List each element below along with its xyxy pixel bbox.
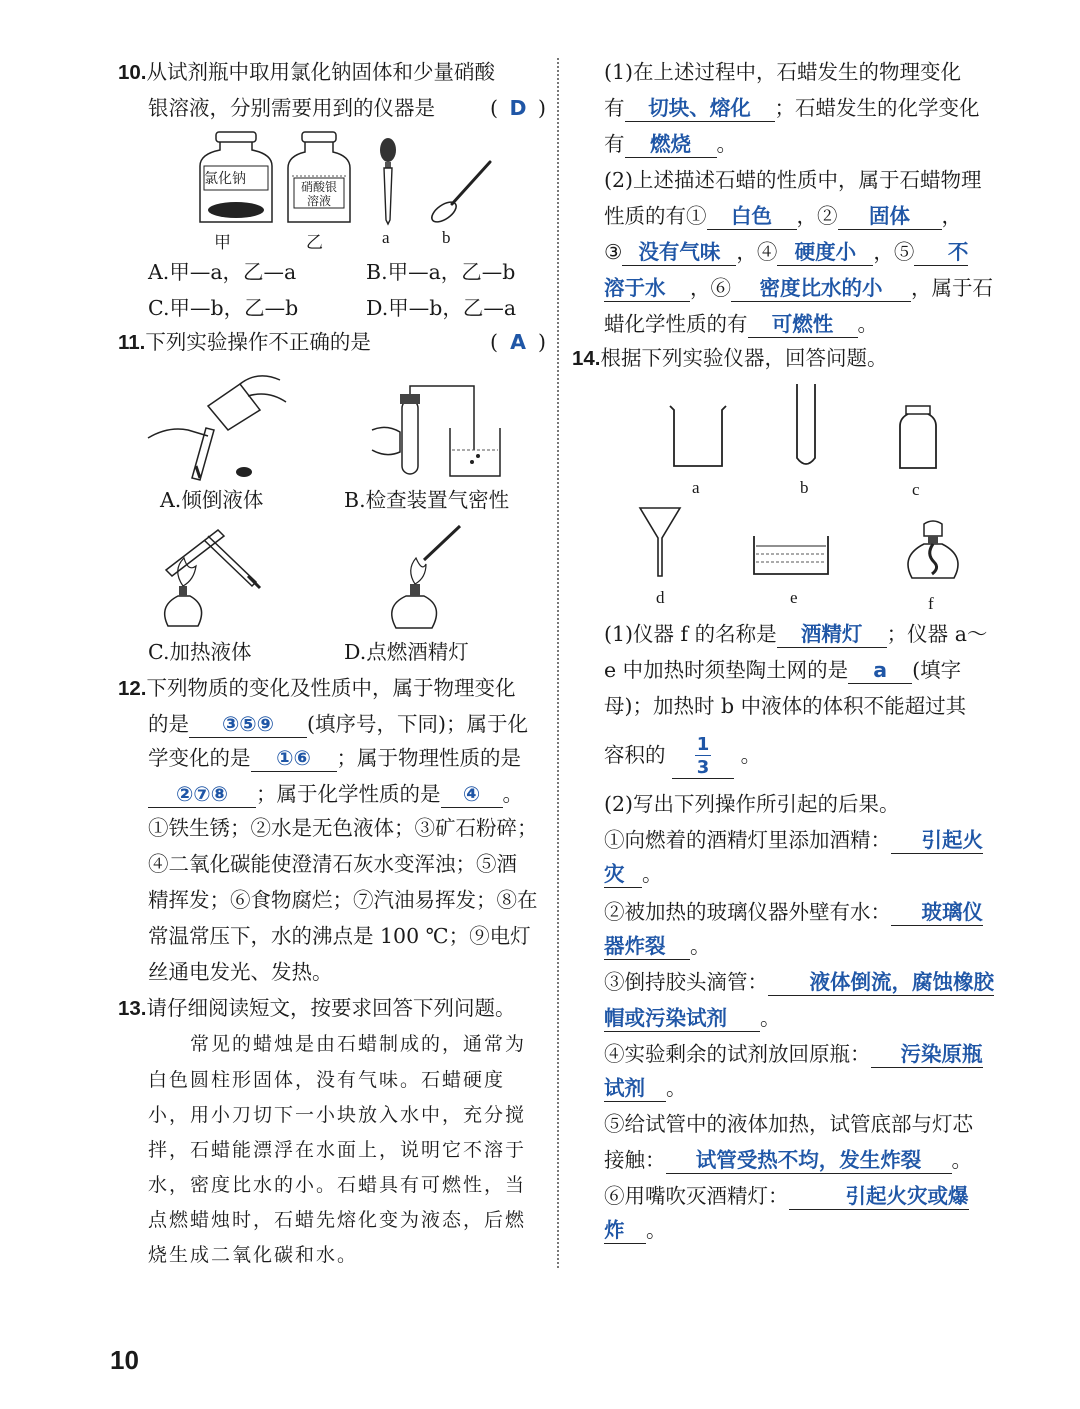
q14-item4-line2: 试剂 。 [604,1076,687,1100]
q10-answer: ( D ) [490,96,546,120]
q13-p1-line1: (1)在上述过程中，石蜡发生的物理变化 [604,60,962,84]
q13-chemical-change-answer: 燃烧 [625,131,717,158]
q10-option-d: D.甲—b，乙—a [366,296,517,320]
label-jia: 甲 [214,233,231,252]
q14-item1-line2: 灾 。 [604,862,663,886]
label-d: d [656,588,665,607]
q12-physical-property-answer: ②⑦⑧ [148,781,256,808]
q12-statement-4: 常温常压下，水的沸点是 100 ℃；⑨电灯 [148,924,531,948]
q13-passage-5: 水，密度比水的小。石蜡具有可燃性，当 [148,1174,527,1196]
q14-item5-answer: 试管受热不均，发生炸裂 [666,1147,952,1174]
q14-lamp-name-answer: 酒精灯 [777,621,887,648]
jar-c [898,404,938,470]
q14-item2-line1: ②被加热的玻璃仪器外壁有水： 玻璃仪 [604,900,983,924]
q11-caption-d: D.点燃酒精灯 [344,640,469,664]
fig-pour-liquid [148,366,288,486]
q14-heating-net-answer: a [848,657,912,684]
q14-p1-line2: e 中加热时须垫陶土网的是 a (填字 [604,658,962,682]
q14-item1-answer-a: 引起火 [891,827,983,854]
q13-physical-change-answer: 切块、熔化 [625,95,775,122]
test-tube-b [794,382,818,470]
q13-p1-line2: 有 切块、熔化 ；石蜡发生的化学变化 [604,96,980,120]
label-yi: 乙 [306,233,323,252]
page-number: 10 [110,1345,139,1375]
q11-caption-a: A.倾倒液体 [160,488,264,512]
q14-p2-heading: (2)写出下列操作所引起的后果。 [604,792,900,816]
q14-item6-line2: 炸 。 [604,1218,667,1242]
q11-line: 11.下列实验操作不正确的是 ( A ) [118,330,546,354]
q10-option-a: A.甲—a，乙—a [148,260,297,284]
q13-property-6: 密度比水的小 [731,275,911,302]
q14-item3-answer-b: 帽或污染试剂 [604,1005,760,1032]
q14-item5-line2: 接触： 试管受热不均，发生炸裂 。 [604,1148,972,1172]
q12-line4: ②⑦⑧ ；属于化学性质的是 ④ 。 [148,780,523,808]
bottle-yi [284,130,354,226]
q14-item6-line1: ⑥用嘴吹灭酒精灯： 引起火灾或爆 [604,1184,969,1208]
q14-item2-answer-b: 器炸裂 [604,933,690,960]
label-e: e [790,588,798,607]
label-b: b [800,478,809,497]
q14-item4-line1: ④实验剩余的试剂放回原瓶： 污染原瓶 [604,1042,983,1066]
q14-item6-answer-a: 引起火灾或爆 [789,1183,969,1210]
q13-p2-line3: ③ 没有气味 ，④ 硬度小 ，⑤ 不 [604,240,969,264]
q14-item3-answer-a: 液体倒流，腐蚀橡胶 [768,969,994,996]
alcohol-lamp-f [902,520,964,580]
dropper-a [376,136,400,226]
q13-p1-line3: 有 燃烧 。 [604,132,737,156]
fig-heat-liquid [148,522,288,634]
q12-statement-5: 丝通电发光、发热。 [148,960,333,984]
q12-physical-change-answer: ③⑤⑨ [189,711,307,738]
q14-fraction-answer: $\frac{1}{3}$ [696,734,710,778]
q14-item4-answer-b: 试剂 [604,1075,666,1102]
bottle-yi-label: 硝酸银 溶液 [300,180,337,208]
q11-caption-b: B.检查装置气密性 [344,488,510,512]
q13-property-1: 白色 [707,203,797,230]
q14-item3-line1: ③倒持胶头滴管： 液体倒流，腐蚀橡胶 [604,970,994,994]
q13-property-3: 没有气味 [622,239,736,266]
q12-line3: 学变化的是 ①⑥ ；属于物理性质的是 [148,746,521,770]
q14-item5-line1: ⑤给试管中的液体加热，试管底部与灯芯 [604,1112,973,1136]
q14-item1-answer-b: 灾 [604,861,642,888]
beaker-a [668,404,728,470]
label-a: a [382,228,390,247]
q12-statement-3: 精挥发；⑥食物腐烂；⑦汽油易挥发；⑧在 [148,888,538,912]
q13-passage-1: 常见的蜡烛是由石蜡制成的，通常为 [190,1033,527,1055]
q13-passage-6: 点燃蜡烛时，石蜡先熔化变为液态，后燃 [148,1209,527,1231]
q12-statement-2: ④二氧化碳能使澄清石灰水变浑浊；⑤酒 [148,852,517,876]
spoon-b [426,158,498,224]
q13-passage-3: 小，用小刀切下一小块放入水中，充分搅 [148,1104,527,1126]
q14-p1-line3: 母)；加热时 b 中液体的体积不能超过其 [604,694,967,718]
label-a: a [692,478,700,497]
q12-statement-1: ①铁生锈；②水是无色液体；③矿石粉碎； [148,816,538,840]
q13-passage-7: 烧生成二氧化碳和水。 [148,1244,359,1266]
fig-light-lamp [376,524,486,634]
q12-line2: 的是 ③⑤⑨ (填序号，下同)；属于化 [148,712,528,736]
q13-chemical-property-answer: 可燃性 [748,311,858,338]
label-c: c [912,480,920,499]
q13-passage-4: 拌，石蜡能漂浮在水面上，说明它不溶于 [148,1139,527,1161]
fig-airtight-check [372,380,532,480]
q13-property-4: 硬度小 [777,239,873,266]
q13-p2-line4: 溶于水 ，⑥ 密度比水的小 ，属于石 [604,276,993,300]
q13-passage-2: 白色圆柱形固体，没有气味。石蜡硬度 [148,1069,506,1091]
q13-p2-line1: (2)上述描述石蜡的性质中，属于石蜡物理 [604,168,982,192]
q12-chemical-property-answer: ④ [441,781,503,808]
label-f: f [928,594,934,613]
evaporating-dish-e [752,534,830,576]
q14-p1-line1: (1)仪器 f 的名称是 酒精灯 ；仪器 a～ [604,622,988,646]
q14-fraction-blank [672,735,734,779]
q14-item2-line2: 器炸裂 。 [604,934,711,958]
q13-p2-line5: 蜡化学性质的有 可燃性 。 [604,312,878,336]
bottle-jia-label: 氯化钠 [204,172,246,187]
q13-property-2: 固体 [838,203,942,230]
q11-answer: ( A ) [490,330,546,354]
q14-item1-line1: ①向燃着的酒精灯里添加酒精： 引起火 [604,828,983,852]
q10-line1: 10.从试剂瓶中取用氯化钠固体和少量硝酸 [118,60,495,84]
column-divider [557,58,559,1268]
q13-property-5a: 不 [914,239,968,266]
q14-item2-answer-a: 玻璃仪 [891,899,983,926]
q14-item6-answer-b: 炸 [604,1217,646,1244]
q11-caption-c: C.加热液体 [148,640,252,664]
label-b: b [442,228,451,247]
q12-line1: 12.下列物质的变化及性质中，属于物理变化 [118,676,516,700]
q12-chemical-change-answer: ①⑥ [251,745,337,772]
q10-option-c: C.甲—b，乙—b [148,296,299,320]
q13-line: 13.请仔细阅读短文，按要求回答下列问题。 [118,996,516,1020]
q10-option-b: B.甲—a，乙—b [366,260,516,284]
q14-item3-line2: 帽或污染试剂 。 [604,1006,781,1030]
q14-line: 14.根据下列实验仪器，回答问题。 [572,346,888,370]
q13-p2-line2: 性质的有① 白色 ，② 固体 ， [604,204,962,228]
q14-item4-answer-a: 污染原瓶 [871,1041,983,1068]
q13-property-5b: 溶于水 [604,275,690,302]
q10-line2: 银溶液，分别需要用到的仪器是 ( D ) [148,96,546,120]
funnel-d [638,506,682,578]
q14-p1-line4: 容积的 $\frac{1}{3}$ 。 [604,734,762,778]
